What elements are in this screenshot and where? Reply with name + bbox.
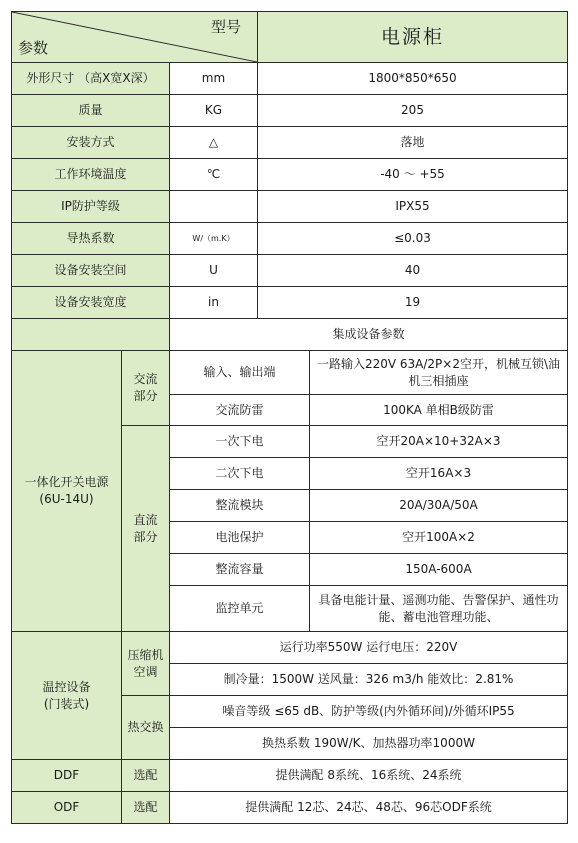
table-row [12,127,568,159]
item-value: 运行功率550W 运行电压：220V [170,632,568,664]
param-value: 40 [258,255,568,287]
param-unit: mm [170,63,258,95]
compressor-label: 压缩机 空调 [122,632,170,696]
product-name: 电源柜 [258,12,568,63]
item-name: 监控单元 [170,586,310,632]
table-row [12,223,568,255]
table-row [12,159,568,191]
table-row [12,351,568,395]
blank-cell [12,319,170,351]
odf-option: 选配 [122,792,170,824]
item-name: 一次下电 [170,426,310,458]
param-unit: △ [170,127,258,159]
param-value: 19 [258,287,568,319]
param-name: 设备安装空间 [12,255,170,287]
table-row [12,191,568,223]
odf-label: ODF [12,792,122,824]
param-label: 参数 [18,39,49,57]
param-unit: ℃ [170,159,258,191]
ddf-label: DDF [12,760,122,792]
table-row [12,255,568,287]
param-unit: U [170,255,258,287]
item-name: 交流防雷 [170,395,310,426]
param-value: -40 ～ +55 [258,159,568,191]
odf-value: 提供满配 12芯、24芯、48芯、96芯ODF系统 [170,792,568,824]
header-diagonal-cell [12,12,258,63]
param-value: ≤0.03 [258,223,568,255]
item-name: 输入、输出端 [170,351,310,395]
param-value: IPX55 [258,191,568,223]
integrated-title: 集成设备参数 [170,319,568,351]
table-row [12,287,568,319]
param-unit: W/（m.K） [170,223,258,255]
item-name: 二次下电 [170,458,310,490]
item-name: 电池保护 [170,522,310,554]
table-row [12,632,568,664]
table-row [12,760,568,792]
ac-section-label: 交流 部分 [122,351,170,426]
table-row [12,319,568,351]
item-value: 空开20A×10+32A×3 [310,426,568,458]
param-unit: in [170,287,258,319]
param-name: 外形尺寸 （高X宽X深） [12,63,170,95]
model-label: 型号 [210,18,241,36]
param-name: 工作环境温度 [12,159,170,191]
item-value: 噪音等级 ≤65 dB、防护等级(内外循环间)/外循环IP55 [170,696,568,728]
param-unit: KG [170,95,258,127]
item-value: 100KA 单相B级防雷 [310,395,568,426]
table-row [12,63,568,95]
thermal-group-label: 温控设备 (门装式) [12,632,122,760]
item-value: 具备电能计量、遥测功能、告警保护、通性功能、蓄电池管理功能、 [310,586,568,632]
param-value: 1800*850*650 [258,63,568,95]
param-name: 导热系数 [12,223,170,255]
item-value: 换热系数 190W/K、加热器功率1000W [170,728,568,760]
param-name: 设备安装宽度 [12,287,170,319]
param-value: 205 [258,95,568,127]
item-name: 整流容量 [170,554,310,586]
param-value: 落地 [258,127,568,159]
power-group-label: 一体化开关电源 (6U-14U) [12,351,122,632]
dc-section-label: 直流 部分 [122,426,170,632]
item-value: 20A/30A/50A [310,490,568,522]
spec-table [11,11,568,824]
table-row [12,95,568,127]
param-name: 安装方式 [12,127,170,159]
item-value: 空开100A×2 [310,522,568,554]
table-row [12,792,568,824]
heat-exchange-label: 热交换 [122,696,170,760]
item-value: 制冷量：1500W 送风量：326 m3/h 能效比：2.81% [170,664,568,696]
param-name: IP防护等级 [12,191,170,223]
item-value: 150A-600A [310,554,568,586]
ddf-option: 选配 [122,760,170,792]
item-name: 整流模块 [170,490,310,522]
param-name: 质量 [12,95,170,127]
item-value: 空开16A×3 [310,458,568,490]
ddf-value: 提供满配 8系统、16系统、24系统 [170,760,568,792]
param-unit [170,191,258,223]
item-value: 一路输入220V 63A/2P×2空开，机械互锁\油机三相插座 [310,351,568,395]
